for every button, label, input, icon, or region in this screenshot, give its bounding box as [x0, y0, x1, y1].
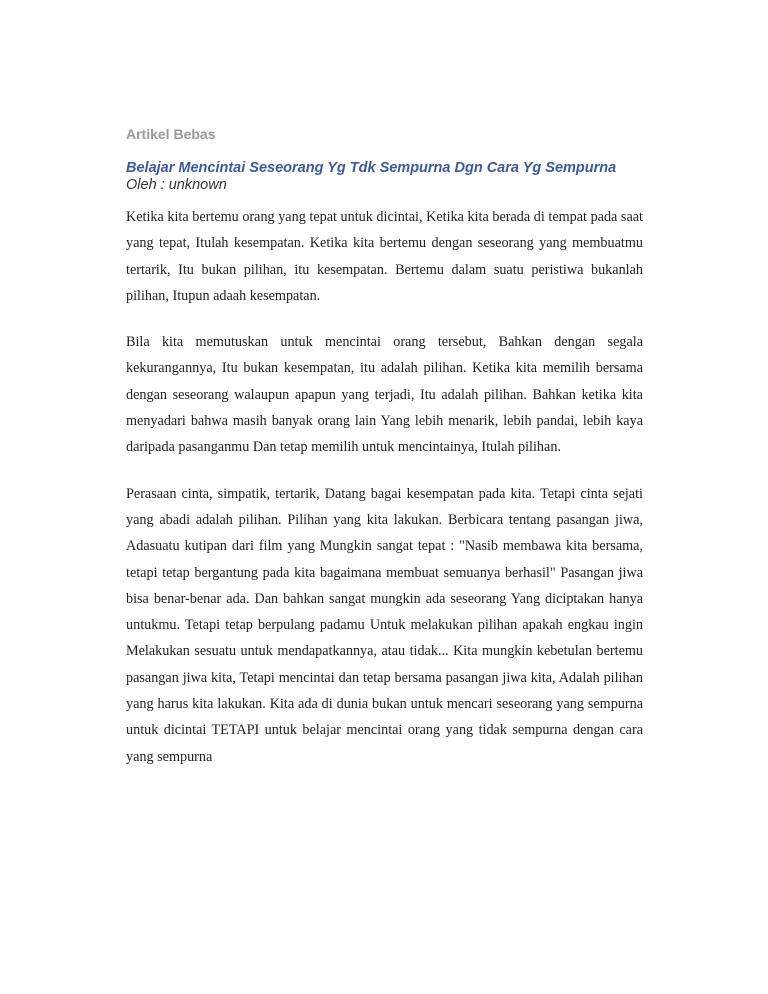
article-title: Belajar Mencintai Seseorang Yg Tdk Sempurna Dgn Cara Yg Sempurna [126, 160, 617, 176]
category-label: Artikel Bebas [126, 126, 216, 142]
article-body [126, 124, 643, 790]
paragraph-1: Ketika kita bertemu orang yang tepat untuk dicintai, Ketika kita berada di tempat pada saat yang tepat, Itulah kesempatan. Ketika kita bertemu dengan seseorang yang membuatmu tertarik, Itu bukan pilihan, itu kesempatan. Bertemu dalam suatu peristiwa bukanlah pilihan, Itupun adaah kesempatan. [126, 209, 643, 304]
author-byline: Oleh : unknown [126, 177, 227, 193]
paragraph-3: Perasaan cinta, simpatik, tertarik, Datang bagai kesempatan pada kita. Tetapi cinta sejati yang abadi adalah pilihan. Pilihan yang kita lakukan. Berbicara tentang pasangan jiwa, Adasuatu kutipan dari film yang Mungkin sangat tepat : "Nasib membawa kita bersama, tetapi tetap bergantung pada kita bagaimana membuat semuanya berhasil" Pasangan jiwa bisa benar-benar ada. Dan bahkan sangat mungkin ada seseorang Yang diciptakan hanya untukmu. Tetapi tetap berpulang padamu Untuk melakukan pilihan apakah engkau ingin Melakukan sesuatu untuk mendapatkannya, atau tidak... Kita mungkin kebetulan bertemu pasangan jiwa kita, Tetapi mencintai dan tetap bersama pasangan jiwa kita, Adalah pilihan yang harus kita lakukan. Kita ada di dunia bukan untuk mencari seseorang yang sempurna untuk dicintai TETAPI untuk belajar mencintai orang yang tidak sempurna dengan cara yang sempurna [126, 485, 643, 765]
paragraph-2: Bila kita memutuskan untuk mencintai orang tersebut, Bahkan dengan segala kekurangannya, Itu bukan kesempatan, itu adalah pilihan. Ketika kita memilih bersama dengan seseorang walaupun apapun yang terjadi, Itu adalah pilihan. Bahkan ketika kita menyadari bahwa masih banyak orang lain Yang lebih menarik, lebih pandai, lebih kaya daripada pasanganmu Dan tetap memilih untuk mencintainya, Itulah pilihan. [126, 334, 643, 456]
